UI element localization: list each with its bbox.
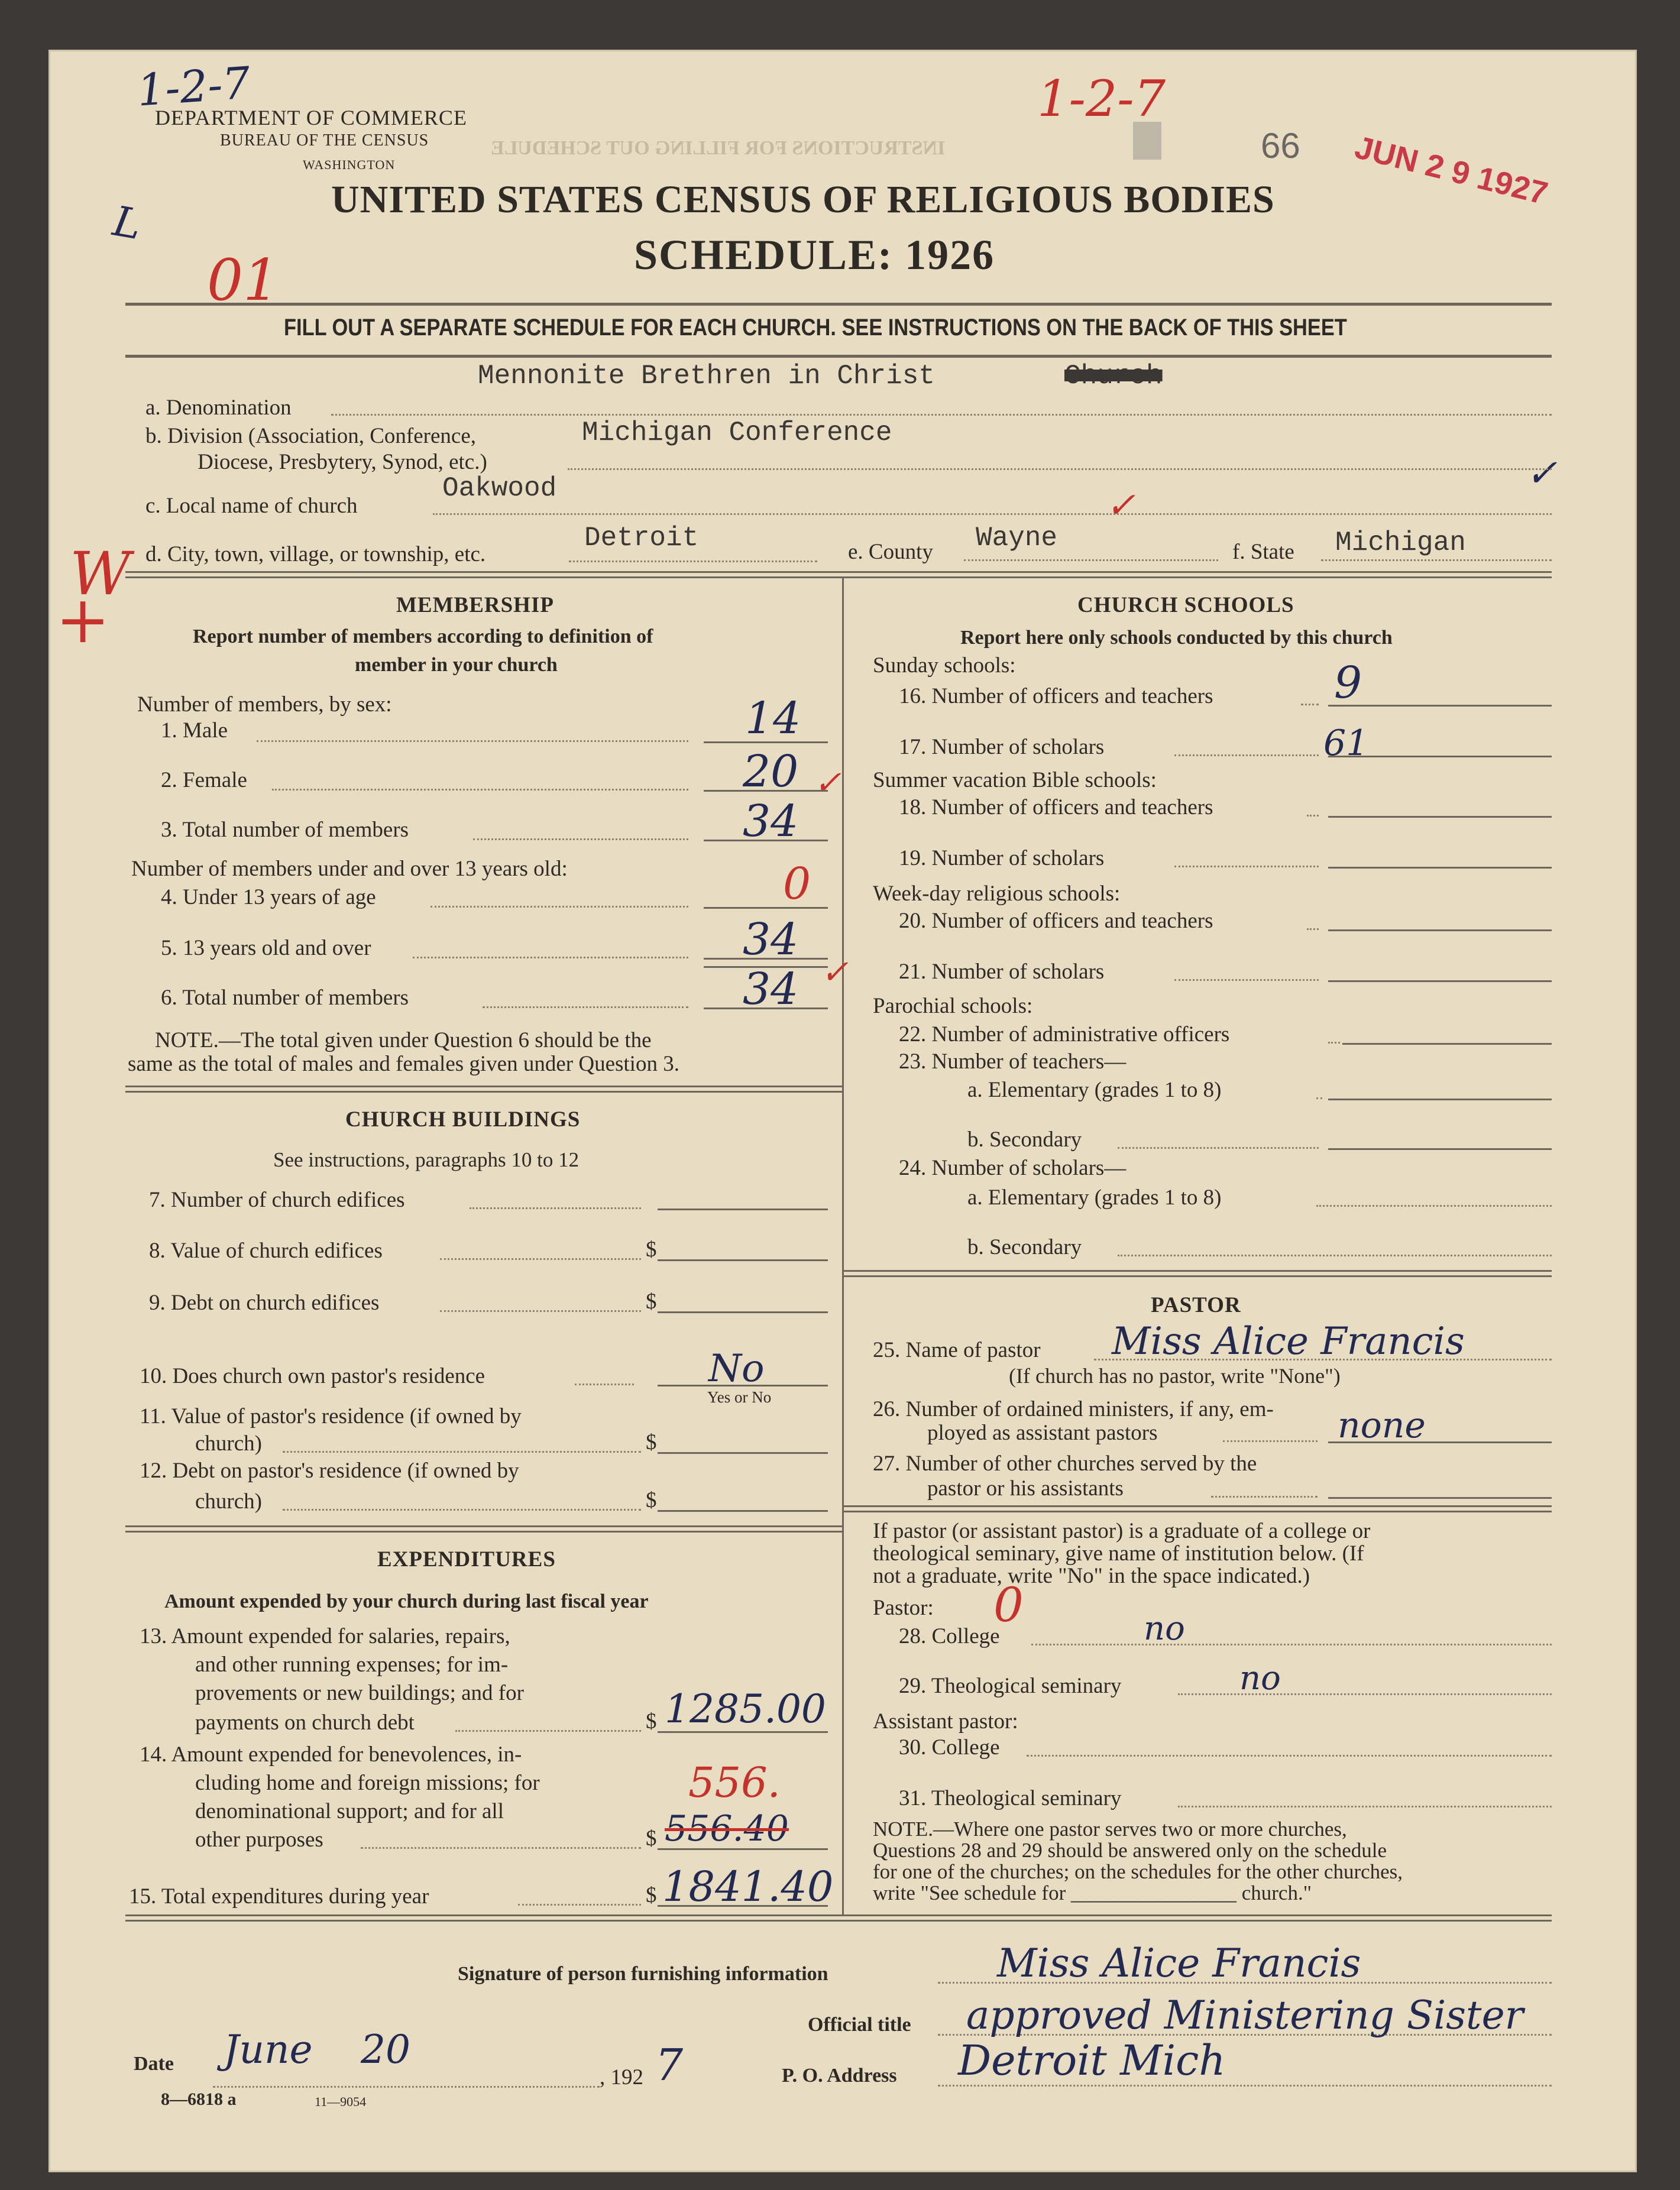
red-zero-mark: 0: [993, 1577, 1024, 1632]
q5-answer-line: [704, 958, 828, 960]
q23b-label: b. Secondary: [967, 1128, 1082, 1152]
q24b-label: b. Secondary: [967, 1235, 1082, 1259]
members-by-sex-label: Number of members, by sex:: [137, 692, 392, 717]
q26-answer-line: [1328, 1441, 1552, 1443]
denomination-struck-word: Church: [1064, 361, 1163, 391]
q2-female-value: 20: [743, 746, 799, 797]
q8-dollar: $: [646, 1237, 657, 1262]
bureau-name: BUREAU OF THE CENSUS: [220, 131, 429, 150]
q13-leader: [455, 1730, 641, 1732]
graduate-note-line3: not a graduate, write "No" in the space indicated.): [873, 1564, 1310, 1588]
q11-label-cont: church): [195, 1431, 262, 1456]
pastor-note-line3: for one of the churches; on the schedules for the other churches,: [873, 1860, 1403, 1883]
q20-leader: [1307, 928, 1319, 930]
church-name-label: c. Local name of church: [145, 494, 358, 518]
q9-dollar: $: [646, 1290, 657, 1314]
pastor-divider: [842, 1505, 1552, 1512]
q14-label-line3: denominational support; and for all: [195, 1799, 504, 1823]
state-label: f. State: [1232, 540, 1294, 564]
q19-label: 19. Number of scholars: [899, 846, 1105, 870]
q14-label: 14. Amount expended for benevolences, in-: [140, 1742, 522, 1767]
graduate-note-line2: theological seminary, give name of institution below. (If: [873, 1541, 1364, 1566]
q24-label: 24. Number of scholars—: [899, 1156, 1127, 1180]
q29-label: 29. Theological seminary: [899, 1674, 1122, 1698]
handwritten-code-top-left: 1-2-7: [135, 57, 253, 116]
q17-answer-line: [1328, 756, 1552, 757]
q12-label: 12. Debt on pastor's residence (if owned by: [140, 1459, 519, 1483]
handwritten-number-01: 01: [207, 247, 280, 313]
q1-leader: [257, 740, 688, 742]
q6-total-value: 34: [743, 964, 799, 1015]
q14-leader: [361, 1847, 641, 1849]
q7-answer-line: [658, 1209, 828, 1210]
city-name: WASHINGTON: [303, 157, 396, 172]
q11-label: 11. Value of pastor's residence (if owned by: [140, 1404, 522, 1428]
q15-leader: [518, 1904, 641, 1906]
pastor-note: NOTE.—Where one pastor serves two or more churches,: [873, 1818, 1347, 1841]
file-number: 66: [1261, 126, 1300, 166]
q13-label: 13. Amount expended for salaries, repairs,: [140, 1624, 510, 1648]
q21-leader: [1174, 979, 1319, 981]
q21-label: 21. Number of scholars: [899, 960, 1105, 984]
division-value: Michigan Conference: [582, 417, 892, 448]
q25-note: (If church has no pastor, write "None"): [1009, 1364, 1341, 1388]
q6-answer-line: [704, 1007, 828, 1009]
q1-answer-line: [704, 741, 828, 743]
q14-value-struck: 556.40: [665, 1808, 789, 1849]
q12-label-cont: church): [195, 1489, 262, 1514]
weekday-schools-label: Week-day religious schools:: [873, 882, 1121, 906]
q6-leader: [483, 1006, 688, 1008]
pastor-heading: PASTOR: [1151, 1293, 1241, 1317]
q23a-label: a. Elementary (grades 1 to 8): [967, 1078, 1222, 1102]
denomination-line: [331, 414, 1552, 416]
section-divider-top: [125, 571, 1552, 578]
po-address-label: P. O. Address: [782, 2065, 897, 2087]
pastor-note-line4: write "See schedule for ________________ church.": [873, 1881, 1312, 1904]
schools-subheading: Report here only schools conducted by this church: [960, 627, 1393, 649]
q10-yes-no-hint: Yes or No: [707, 1388, 772, 1406]
q18-leader: [1307, 815, 1319, 817]
official-title-value: approved Ministering Sister: [966, 1993, 1524, 2038]
q7-label: 7. Number of church edifices: [149, 1188, 405, 1212]
q28-value: no: [1144, 1609, 1185, 1648]
schedule-title: SCHEDULE: 1926: [634, 231, 995, 278]
q17-value: 61: [1323, 723, 1369, 764]
graduate-note: If pastor (or assistant pastor) is a graduate of a college or: [873, 1519, 1371, 1543]
q5-13-and-over-value: 34: [743, 914, 799, 965]
q8-leader: [440, 1258, 641, 1260]
q23b-leader: [1118, 1147, 1319, 1149]
q27-answer-line: [1328, 1497, 1552, 1499]
q28-label: 28. College: [899, 1624, 1000, 1648]
q16-value: 9: [1334, 657, 1362, 708]
q28-line: [1031, 1644, 1552, 1645]
q13-label-line2: and other running expenses; for im-: [195, 1653, 509, 1677]
q15-label: 15. Total expenditures during year: [129, 1884, 429, 1909]
q11-dollar: $: [646, 1430, 657, 1454]
q9-label: 9. Debt on church edifices: [149, 1291, 380, 1315]
q23-label: 23. Number of teachers—: [899, 1049, 1127, 1074]
church-name-value: Oakwood: [442, 473, 557, 504]
q2-female-label: 2. Female: [161, 768, 247, 792]
buildings-divider: [125, 1525, 842, 1533]
po-address-line: [938, 2085, 1552, 2087]
signature-label: Signature of person furnishing information: [458, 1963, 828, 1985]
header-rule: [125, 303, 1552, 306]
q31-line: [1178, 1806, 1552, 1807]
q4-answer-line: [704, 907, 828, 909]
date-month-value: June: [224, 2027, 313, 2072]
print-number: 11—9054: [315, 2094, 367, 2109]
assistant-subheading: Assistant pastor:: [873, 1709, 1018, 1734]
schools-divider: [842, 1270, 1552, 1277]
q18-label: 18. Number of officers and teachers: [899, 795, 1213, 819]
q21-answer-line: [1328, 980, 1552, 982]
form-title: UNITED STATES CENSUS OF RELIGIOUS BODIES: [331, 178, 1275, 221]
membership-note-cont: same as the total of males and females given under Question 3.: [128, 1052, 679, 1076]
q24b-line: [1118, 1255, 1552, 1256]
church-name-line: [433, 513, 1552, 515]
q23a-leader: [1316, 1097, 1322, 1099]
state-line: [1321, 559, 1552, 561]
q31-label: 31. Theological seminary: [899, 1786, 1122, 1810]
date-day-value: 20: [361, 2027, 410, 2072]
q22-leader: [1328, 1042, 1340, 1044]
pastor-subheading: Pastor:: [873, 1596, 934, 1620]
column-divider: [842, 577, 844, 1914]
fill-out-instruction: FILL OUT A SEPARATE SCHEDULE FOR EACH CHURCH. SEE INSTRUCTIONS ON THE BACK OF THIS SHEET: [284, 315, 1347, 341]
red-check-county: ✓: [1106, 485, 1136, 526]
q20-answer-line: [1328, 929, 1552, 931]
q16-answer-line: [1328, 705, 1552, 707]
q30-line: [1027, 1755, 1552, 1757]
q12-dollar: $: [646, 1488, 657, 1512]
q29-line: [1178, 1693, 1552, 1695]
schools-heading: CHURCH SCHOOLS: [1077, 593, 1294, 617]
q20-label: 20. Number of officers and teachers: [899, 909, 1213, 933]
handwritten-mark-l: L: [109, 196, 145, 250]
q12-leader: [283, 1509, 641, 1511]
red-mark-plus: +: [56, 582, 111, 657]
q8-label: 8. Value of church edifices: [149, 1239, 383, 1263]
q30-label: 30. College: [899, 1735, 1000, 1760]
q27-label: 27. Number of other churches served by the: [873, 1452, 1257, 1476]
q3-total-label: 3. Total number of members: [161, 818, 409, 842]
q12-answer-line: [658, 1510, 828, 1512]
q23a-answer-line: [1328, 1099, 1552, 1100]
city-label: d. City, town, village, or township, etc.: [145, 542, 486, 566]
q6-red-check: ✓: [821, 953, 849, 992]
division-label: b. Division (Association, Conference,: [145, 424, 476, 448]
q14-answer-line: [658, 1848, 828, 1850]
division-line: [568, 468, 1552, 470]
q13-dollar: $: [646, 1709, 657, 1734]
signature-value: Miss Alice Francis: [997, 1940, 1361, 1986]
q26-leader: [1223, 1440, 1318, 1442]
q13-label-line4: payments on church debt: [195, 1710, 415, 1735]
q4-under13-label: 4. Under 13 years of age: [161, 885, 376, 909]
date-label: Date: [134, 2053, 174, 2075]
q3-leader: [473, 838, 688, 840]
q14-red-correction: 556.: [688, 1758, 781, 1807]
q10-value: No: [708, 1347, 765, 1391]
q26-value: none: [1338, 1405, 1426, 1446]
handwritten-code-top-center: 1-2-7: [1037, 70, 1166, 128]
q10-label: 10. Does church own pastor's residence: [140, 1364, 485, 1388]
q19-leader: [1174, 866, 1319, 867]
q9-leader: [440, 1310, 641, 1312]
membership-intro-cont: member in your church: [355, 654, 558, 676]
q26-label-cont: ployed as assistant pastors: [927, 1421, 1158, 1445]
sunday-schools-label: Sunday schools:: [873, 653, 1016, 678]
city-line: [569, 561, 817, 562]
q19-answer-line: [1328, 867, 1552, 869]
q9-answer-line: [658, 1311, 828, 1313]
q2-answer-line: [704, 790, 828, 792]
q15-value: 1841.40: [662, 1862, 834, 1911]
summer-schools-label: Summer vacation Bible schools:: [873, 768, 1157, 792]
q17-leader: [1174, 754, 1319, 756]
q7-leader: [470, 1207, 641, 1209]
q24a-line: [1316, 1205, 1552, 1207]
q3-total-value: 34: [743, 796, 799, 847]
red-mark-w: W: [70, 539, 131, 608]
q13-answer-line: [658, 1731, 828, 1733]
q25-line: [1094, 1359, 1552, 1360]
q22-answer-line: [1342, 1043, 1552, 1045]
q18-answer-line: [1328, 816, 1552, 818]
received-date-stamp: JUN 2 9 1927: [1351, 129, 1552, 212]
footer-divider: [125, 1914, 1552, 1922]
county-value: Wayne: [976, 523, 1058, 553]
q23b-answer-line: [1328, 1148, 1552, 1150]
county-label: e. County: [848, 540, 933, 564]
state-value: Michigan: [1335, 527, 1466, 558]
membership-note: NOTE.—The total given under Question 6 should be the: [155, 1028, 652, 1052]
q17-label: 17. Number of scholars: [899, 735, 1105, 759]
buildings-heading: CHURCH BUILDINGS: [345, 1107, 581, 1132]
q13-label-line3: provements or new buildings; and for: [195, 1681, 524, 1705]
q10-leader: [575, 1384, 634, 1385]
q2-leader: [272, 789, 688, 791]
q11-leader: [283, 1451, 641, 1453]
q26-label: 26. Number of ordained ministers, if any, em-: [873, 1397, 1274, 1421]
q14-dollar: $: [646, 1826, 657, 1851]
q6-total-label: 6. Total number of members: [161, 986, 409, 1010]
q27-label-cont: pastor or his assistants: [927, 1476, 1124, 1501]
date-line: [213, 2086, 600, 2088]
q15-answer-line: [658, 1905, 828, 1907]
expenditures-heading: EXPENDITURES: [377, 1547, 556, 1572]
denomination-value: Mennonite Brethren in Christ: [478, 361, 935, 391]
parochial-schools-label: Parochial schools:: [873, 994, 1033, 1018]
q3-answer-line: [704, 840, 828, 841]
pastor-note-line2: Questions 28 and 29 should be answered only on the schedule: [873, 1839, 1387, 1862]
q14-label-line2: cluding home and foreign missions; for: [195, 1771, 540, 1795]
q27-leader: [1211, 1496, 1318, 1498]
q29-value: no: [1239, 1659, 1281, 1697]
q5-leader: [413, 957, 688, 958]
check-mark-state: ✓: [1526, 452, 1558, 495]
official-title-label: Official title: [808, 2014, 911, 2036]
q8-answer-line: [658, 1259, 828, 1261]
q2-red-check: ✓: [814, 764, 841, 802]
date-year-handwritten: 7: [655, 2040, 684, 2091]
q11-answer-line: [658, 1452, 828, 1454]
city-value: Detroit: [584, 523, 699, 553]
q16-label: 16. Number of officers and teachers: [899, 684, 1213, 708]
reverse-side-heading: INSTRUCTIONS FOR FILLING OUT SCHEDULE: [491, 137, 946, 159]
q14-label-line4: other purposes: [195, 1828, 323, 1852]
department-name: DEPARTMENT OF COMMERCE: [155, 106, 467, 129]
instruction-rule: [125, 355, 1552, 358]
q25-label: 25. Name of pastor: [873, 1338, 1041, 1362]
expenditures-subheading: Amount expended by your church during last fiscal year: [164, 1590, 649, 1612]
membership-heading: MEMBERSHIP: [396, 593, 554, 617]
q22-label: 22. Number of administrative officers: [899, 1022, 1230, 1047]
county-line: [964, 559, 1218, 561]
denomination-label: a. Denomination: [145, 396, 292, 420]
q13-value: 1285.00: [665, 1686, 826, 1732]
q25-value: Miss Alice Francis: [1112, 1320, 1465, 1363]
buildings-subheading: See instructions, paragraphs 10 to 12: [273, 1148, 580, 1171]
po-address-value: Detroit Mich: [958, 2036, 1226, 2085]
q1-male-label: 1. Male: [161, 718, 228, 743]
q4-under13-value: 0: [783, 858, 811, 909]
division-label-cont: Diocese, Presbytery, Synod, etc.): [198, 450, 487, 474]
q15-dollar: $: [646, 1883, 657, 1907]
date-year-printed: , 192: [600, 2065, 643, 2089]
membership-intro: Report number of members according to definition of: [193, 626, 653, 647]
membership-divider: [125, 1086, 842, 1093]
q24a-label: a. Elementary (grades 1 to 8): [967, 1185, 1222, 1210]
q1-male-value: 14: [745, 693, 801, 744]
q16-leader: [1301, 704, 1319, 705]
q5-13-and-over-label: 5. 13 years old and over: [161, 936, 371, 960]
q4-leader: [430, 906, 688, 908]
under-over-label: Number of members under and over 13 years old:: [131, 857, 568, 881]
q10-answer-line: [658, 1385, 828, 1386]
form-number: 8—6818 a: [161, 2089, 237, 2109]
